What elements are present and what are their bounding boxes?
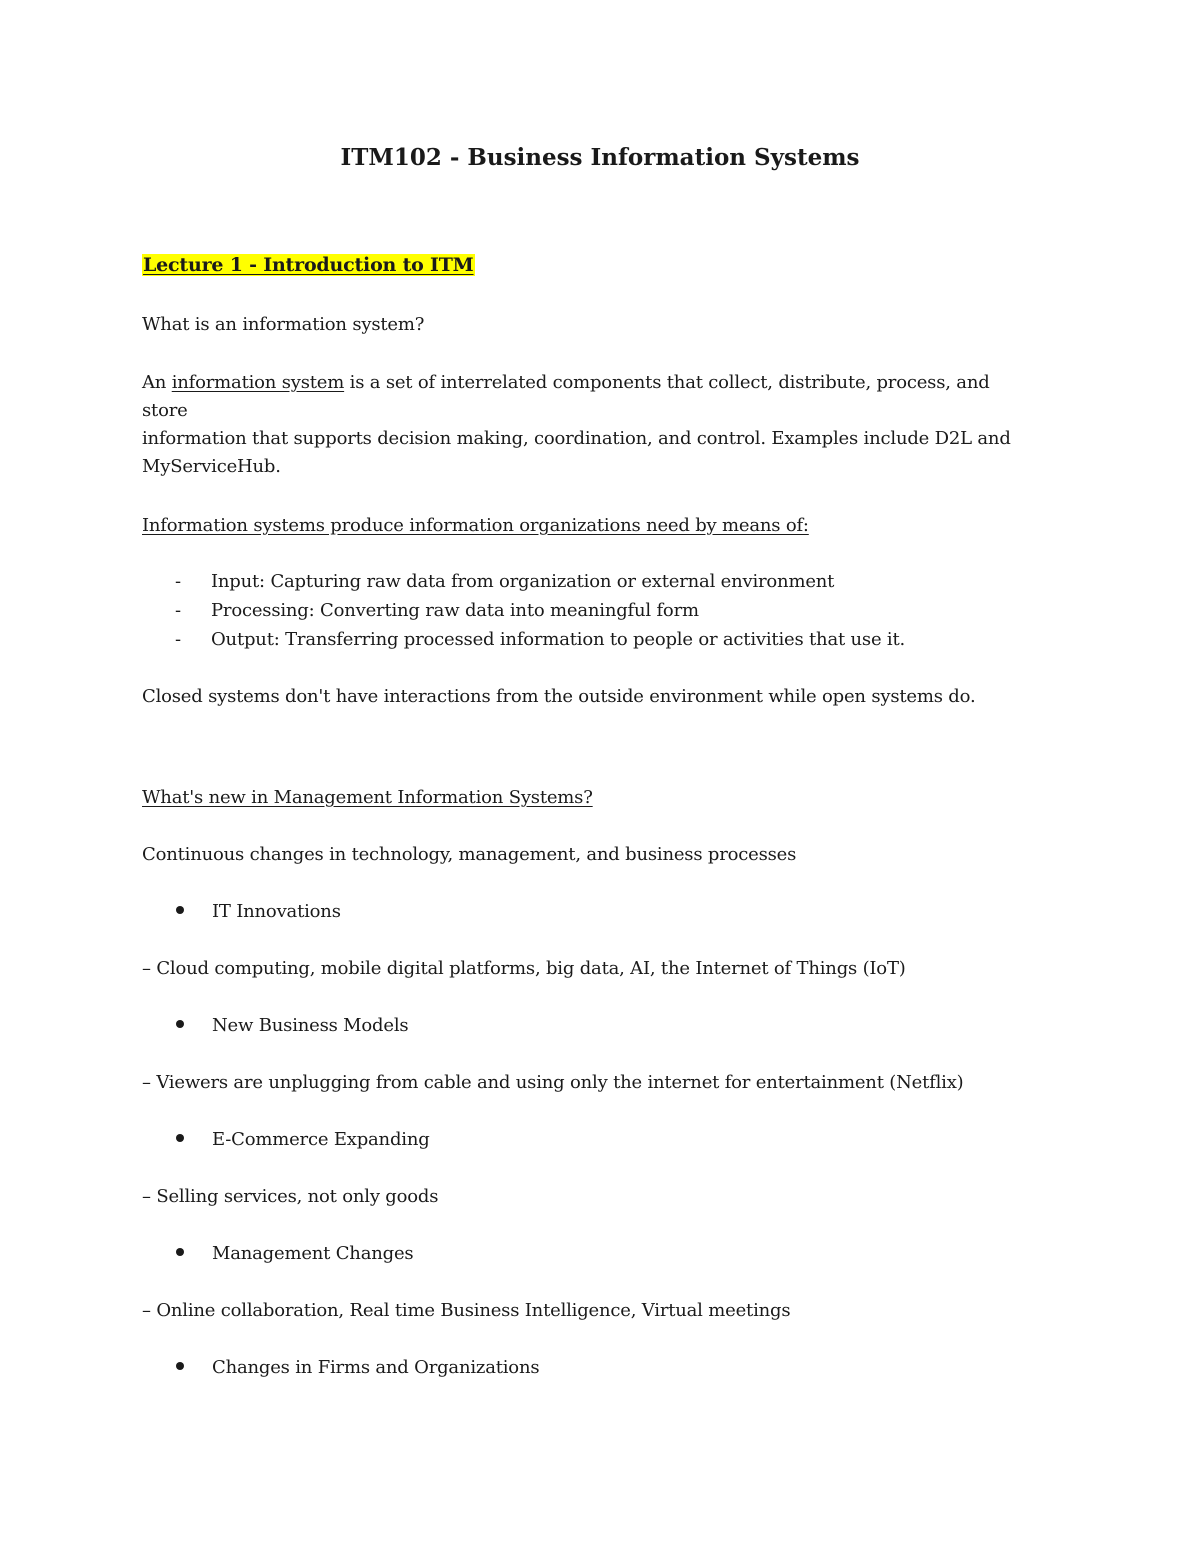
dash-marker: - [175,571,181,592]
functions-heading: Information systems produce information organizations need by means of: [142,515,809,536]
functions-heading-line [142,512,809,540]
bullet-item [176,1012,408,1040]
bullet-text: IT Innovations [212,901,341,922]
closed-open-text: Closed systems don't have interactions from the outside environment while open systems do. [142,686,976,707]
dash-marker: - [175,600,181,621]
bullet-item [176,1354,539,1382]
dash-marker: - [175,629,181,650]
question-text: What is an information system? [142,314,425,335]
topic-detail: – Cloud computing, mobile digital platforms, big data, AI, the Internet of Things (IoT) [142,958,906,979]
definition-line-3: MyServiceHub. [142,456,281,477]
whats-new-heading-line [142,784,593,812]
list-item [175,568,834,596]
bullet-icon [176,1134,184,1142]
list-item [175,597,699,625]
bullet-icon [176,906,184,914]
lecture-heading-line [142,251,475,280]
definition-line-1 [142,369,1022,425]
list-item-text: Input: Capturing raw data from organization or external environment [211,571,835,592]
definition-line-2: information that supports decision making, coordination, and control. Examples include D2L and [142,428,1011,449]
whats-new-heading: What's new in Management Information Systems? [142,787,593,808]
continuous-text: Continuous changes in technology, management, and business processes [142,844,797,865]
bullet-text: New Business Models [212,1015,409,1036]
definition-term: information system [171,372,345,393]
definition-lead: An [142,372,172,393]
list-item [175,626,905,654]
bullet-item [176,898,341,926]
bullet-item [176,1126,430,1154]
page-title: ITM102 - Business Information Systems [340,144,860,171]
bullet-text: E-Commerce Expanding [212,1129,430,1150]
list-item-text: Processing: Converting raw data into meaningful form [211,600,699,621]
topic-detail: – Online collaboration, Real time Business Intelligence, Virtual meetings [142,1300,791,1321]
bullet-item [176,1240,413,1268]
bullet-icon [176,1248,184,1256]
topic-detail: – Selling services, not only goods [142,1186,439,1207]
lecture-heading: Lecture 1 - Introduction to ITM [143,254,474,276]
definition-rest: is a set of interrelated components that collect, distribute, process, and store [142,372,990,421]
bullet-icon [176,1362,184,1370]
definition-paragraph [142,369,1022,481]
topic-detail: – Viewers are unplugging from cable and using only the internet for entertainment (Netflix) [142,1072,964,1093]
bullet-icon [176,1020,184,1028]
bullet-text: Changes in Firms and Organizations [212,1357,540,1378]
list-item-text: Output: Transferring processed information to people or activities that use it. [211,629,906,650]
bullet-text: Management Changes [212,1243,414,1264]
